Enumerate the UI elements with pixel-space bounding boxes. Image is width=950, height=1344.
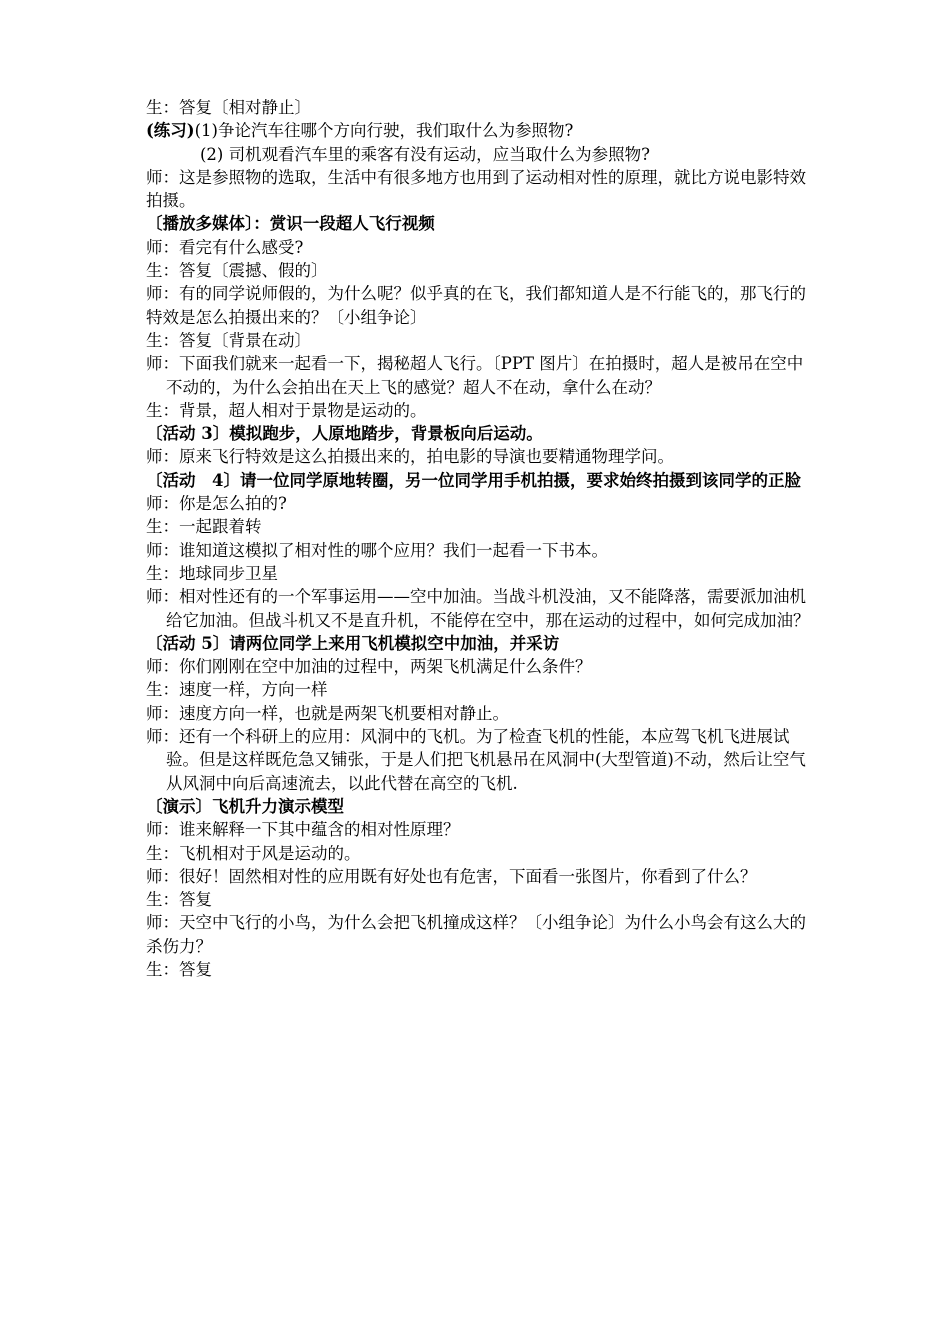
dialogue-line: 师：你是怎么拍的?	[146, 494, 287, 514]
dialogue-line: 生：答复	[146, 890, 212, 910]
dialogue-line: 生：答复	[146, 959, 212, 979]
dialogue-line: 生：背景，超人相对于景物是运动的。	[146, 400, 427, 420]
section-heading: 〔活动 5〕请两位同学上来用飞机模拟空中加油，并采访	[146, 633, 560, 653]
exercise-label: (练习)	[146, 121, 195, 141]
dialogue-line: 师：有的同学说师假的，为什么呢？似乎真的在飞，我们都知道人是不行能飞的，那飞行的特效是怎么拍摄出来的？〔小组争论〕	[146, 284, 806, 327]
dialogue-line: 师：速度方向一样，也就是两架飞机要相对静止。	[146, 703, 509, 723]
dialogue-line: 师：天空中飞行的小鸟，为什么会把飞机撞成这样？〔小组争论〕为什么小鸟会有这么大的杀伤力？	[146, 913, 806, 956]
dialogue-line: 师：谁来解释一下其中蕴含的相对性原理？	[146, 820, 460, 840]
dialogue-line: 生：速度一样，方向一样	[146, 680, 328, 700]
document-body	[146, 96, 818, 981]
dialogue-line: 师：很好！固然相对性的应用既有好处也有危害，下面看一张图片，你看到了什么？	[146, 866, 757, 886]
section-heading: 〔活动 3〕模拟跑步，人原地踏步，背景板向后运动。	[146, 424, 543, 444]
dialogue-line: 生：地球同步卫星	[146, 563, 278, 583]
dialogue-line: 生：一起跟着转	[146, 517, 262, 537]
exercise-text: (1)争论汽车往哪个方向行驶，我们取什么为参照物?	[194, 121, 574, 141]
dialogue-line: 师：还有一个科研上的应用：风洞中的飞机。为了检查飞机的性能，本应驾飞机飞进展试验。但是这样既危急又铺张，于是人们把飞机悬吊在风洞中(大型管道)不动，然后让空气从风洞中向后高速流去，以此代替在高空的飞机.	[146, 727, 806, 793]
dialogue-line: 生：答复〔背景在动〕	[146, 330, 311, 350]
dialogue-line	[146, 119, 818, 142]
dialogue-line: 师：你们刚刚在空中加油的过程中，两架飞机满足什么条件？	[146, 657, 592, 677]
section-heading: 〔活动 4〕请一位同学原地转圈，另一位同学用手机拍摄，要求始终拍摄到该同学的正脸	[146, 470, 801, 490]
dialogue-line: 师：谁知道这模拟了相对性的哪个应用？我们一起看一下书本。	[146, 540, 608, 560]
dialogue-line: 生：答复〔相对静止〕	[146, 98, 311, 117]
dialogue-line: 师：看完有什么感受?	[146, 237, 304, 257]
dialogue-line: 师：原来飞行特效是这么拍摄出来的，拍电影的导演也要精通物理学问。	[146, 447, 674, 467]
dialogue-line: 师：下面我们就来一起看一下，揭秘超人飞行。〔PPT 图片〕在拍摄时，超人是被吊在空中不动的，为什么会拍出在天上飞的感觉？超人不在动，拿什么在动？	[146, 354, 804, 397]
dialogue-line: 生：答复〔震撼、假的〕	[146, 261, 328, 281]
section-heading: 〔播放多媒体〕：赏识一段超人飞行视频	[146, 214, 435, 234]
dialogue-line: 师：这是参照物的选取，生活中有很多地方也用到了运动相对性的原理，就比方说电影特效拍摄。	[146, 167, 806, 211]
section-heading: 〔演示〕飞机升力演示模型	[146, 796, 344, 816]
dialogue-line: 师：相对性还有的一个军事运用——空中加油。当战斗机没油，又不能降落，需要派加油机给它加油。但战斗机又不是直升机，不能停在空中，那在运动的过程中，如何完成加油？	[146, 587, 810, 630]
dialogue-line: 生：飞机相对于风是运动的。	[146, 843, 361, 863]
dialogue-line: (2) 司机观看汽车里的乘客有没有运动，应当取什么为参照物?	[200, 144, 650, 164]
